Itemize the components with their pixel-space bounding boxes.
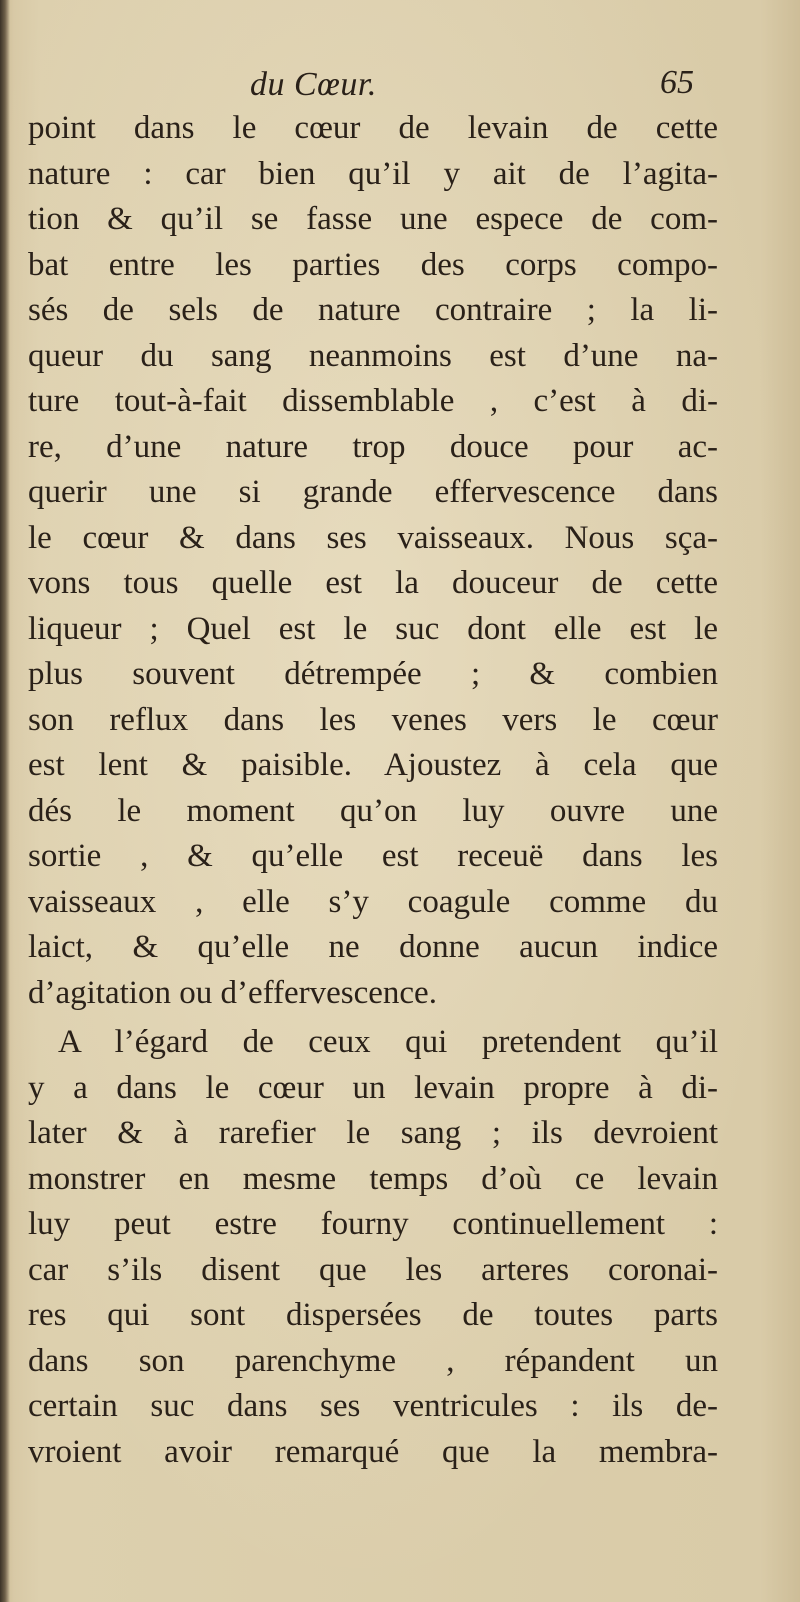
text-line: ture tout-à-fait dissemblable , c’est à di- (28, 383, 718, 419)
page-number: 65 (660, 64, 694, 101)
text-line: tion & qu’il se fasse une espece de com- (28, 201, 718, 237)
text-line: certain suc dans ses ventricules : ils de- (28, 1388, 718, 1424)
text-line: le cœur & dans ses vaisseaux. Nous sça- (28, 519, 718, 556)
page-header (0, 66, 800, 106)
text-line: A l’égard de ceux qui pretendent qu’il (58, 1024, 718, 1060)
text-line: point dans le cœur de levain de cette (28, 110, 718, 146)
body-text (28, 106, 718, 1475)
text-line: sés de sels de nature contraire ; la li- (28, 292, 718, 328)
text-line: car s’ils disent que les arteres coronai- (28, 1251, 718, 1288)
text-line: monstrer en mesme temps d’où ce levain (28, 1160, 718, 1197)
text-line: res qui sont dispersées de toutes parts (28, 1297, 718, 1333)
text-line: dans son parenchyme , répandent un (28, 1342, 718, 1379)
text-line: re, d’une nature trop douce pour ac- (28, 428, 718, 465)
text-line: dés le moment qu’on luy ouvre une (28, 792, 718, 829)
text-line: liqueur ; Quel est le suc dont elle est le (28, 610, 718, 647)
paragraph-1 (28, 106, 718, 1016)
text-line: luy peut estre fourny continuellement : (28, 1206, 718, 1242)
text-line: y a dans le cœur un levain propre à di- (28, 1069, 718, 1106)
text-line: vaisseaux , elle s’y coagule comme du (28, 883, 718, 920)
text-line: laict, & qu’elle ne donne aucun indice (28, 929, 718, 965)
text-line: d’agitation ou d’effervescence. (28, 974, 437, 1011)
text-line: vroient avoir remarqué que la membra- (28, 1433, 718, 1470)
text-line: nature : car bien qu’il y ait de l’agita- (28, 155, 718, 192)
text-line: querir une si grande effervescence dans (28, 474, 718, 510)
text-line: son reflux dans les venes vers le cœur (28, 701, 718, 738)
text-line: later & à rarefier le sang ; ils devroient (28, 1115, 718, 1151)
text-line: sortie , & qu’elle est receuë dans les (28, 838, 718, 874)
text-line: plus souvent détrempée ; & combien (28, 656, 718, 692)
text-line: vons tous quelle est la douceur de cette (28, 565, 718, 601)
running-title: du Cœur. (250, 66, 377, 103)
text-line: est lent & paisible. Ajoustez à cela que (28, 747, 718, 783)
paragraph-2 (28, 1020, 718, 1475)
text-line: bat entre les parties des corps compo- (28, 246, 718, 283)
page-gutter-shadow (0, 0, 10, 1602)
text-line: queur du sang neanmoins est d’une na- (28, 337, 718, 374)
